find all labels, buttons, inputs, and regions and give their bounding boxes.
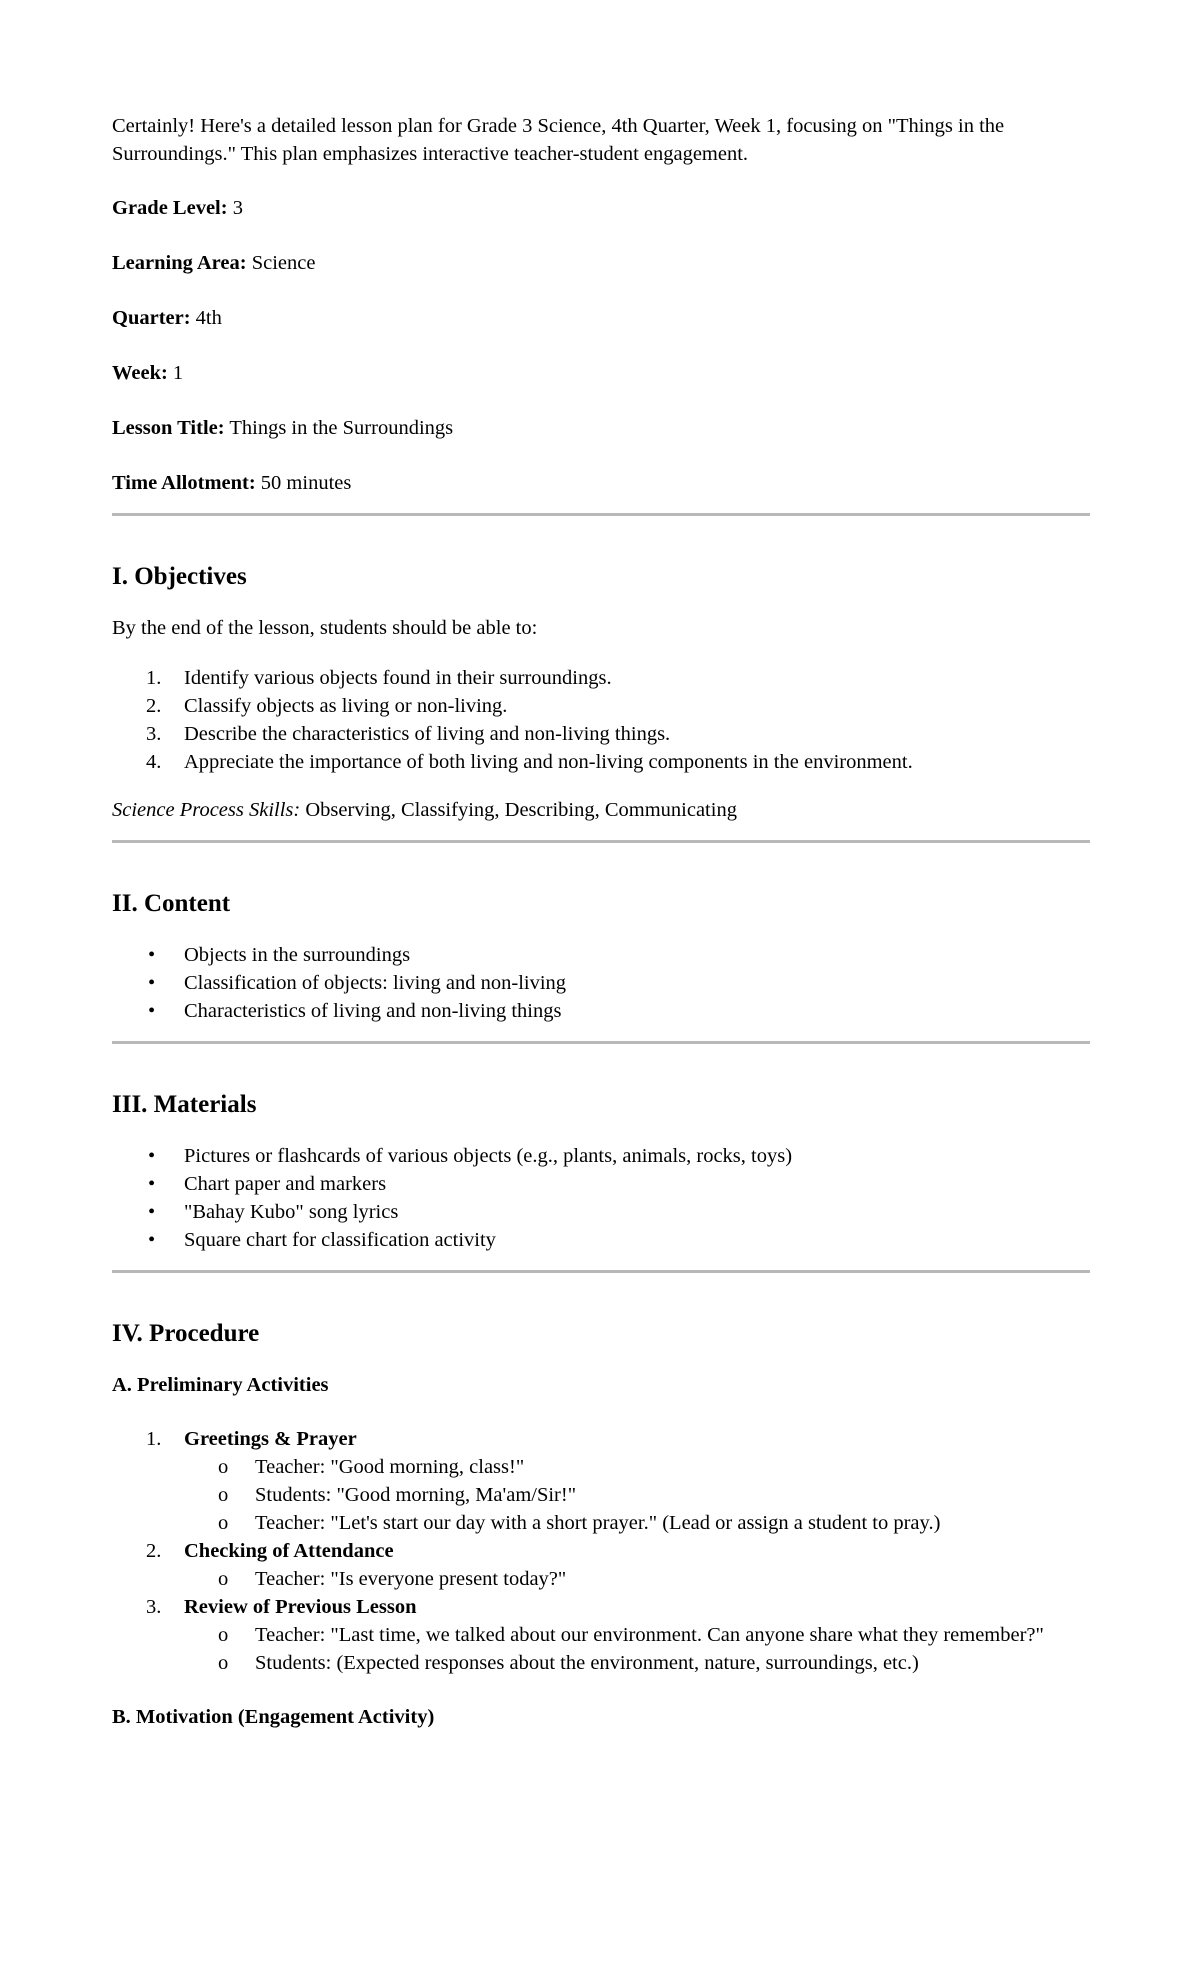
skills-value: Observing, Classifying, Describing, Communicating bbox=[300, 799, 737, 821]
list-item bbox=[112, 1593, 1090, 1621]
list-item-text: Appreciate the importance of both living and non-living components in the environment. bbox=[184, 751, 913, 773]
field-quarter bbox=[112, 304, 1090, 332]
step-title: Checking of Attendance bbox=[184, 1540, 394, 1562]
dialogue-text: Students: "Good morning, Ma'am/Sir!" bbox=[255, 1484, 577, 1506]
section-divider bbox=[112, 840, 1090, 843]
bullet-icon: • bbox=[148, 972, 156, 994]
procedure-heading: IV. Procedure bbox=[112, 1320, 260, 1347]
field-week bbox=[112, 359, 1090, 387]
bullet-icon: • bbox=[148, 1000, 156, 1022]
field-label: Learning Area: bbox=[112, 252, 247, 274]
list-item bbox=[112, 1170, 1090, 1198]
content-list bbox=[112, 941, 1090, 1025]
motivation-heading: B. Motivation (Engagement Activity) bbox=[112, 1706, 435, 1728]
bullet-icon: • bbox=[148, 1229, 156, 1251]
objectives-heading: I. Objectives bbox=[112, 563, 247, 590]
field-time-allotment bbox=[112, 469, 1090, 497]
preliminary-activities-heading: A. Preliminary Activities bbox=[112, 1374, 329, 1396]
list-item-text: Classify objects as living or non-living. bbox=[184, 695, 508, 717]
list-item-text: Characteristics of living and non-living things bbox=[184, 1000, 562, 1022]
dialogue-line bbox=[112, 1565, 1090, 1593]
list-number: 3. bbox=[146, 1596, 162, 1618]
list-item-text: "Bahay Kubo" song lyrics bbox=[184, 1201, 399, 1223]
sub-bullet-icon: o bbox=[218, 1652, 229, 1674]
sub-bullet-icon: o bbox=[218, 1512, 229, 1534]
field-grade-level bbox=[112, 194, 1090, 222]
list-item bbox=[112, 748, 1090, 776]
field-learning-area bbox=[112, 249, 1090, 277]
bullet-icon: • bbox=[148, 1145, 156, 1167]
field-value: Things in the Surroundings bbox=[224, 417, 454, 439]
sub-bullet-icon: o bbox=[218, 1624, 229, 1646]
dialogue-text: Students: (Expected responses about the environment, nature, surroundings, etc.) bbox=[255, 1652, 919, 1674]
list-item bbox=[112, 1226, 1090, 1254]
list-item-text: Objects in the surroundings bbox=[184, 944, 411, 966]
dialogue-line bbox=[112, 1649, 1090, 1677]
step-dialogue-list bbox=[112, 1565, 1090, 1593]
dialogue-line bbox=[112, 1453, 1090, 1481]
list-item bbox=[112, 1198, 1090, 1226]
sub-bullet-icon: o bbox=[218, 1456, 229, 1478]
step-title: Review of Previous Lesson bbox=[184, 1596, 417, 1618]
list-item-text: Describe the characteristics of living and non-living things. bbox=[184, 723, 671, 745]
content-heading: II. Content bbox=[112, 890, 231, 917]
materials-list bbox=[112, 1142, 1090, 1254]
field-value: 1 bbox=[167, 362, 184, 384]
dialogue-line bbox=[112, 1509, 1090, 1537]
dialogue-text: Teacher: "Let's start our day with a short prayer." (Lead or assign a student to pray.) bbox=[255, 1512, 941, 1534]
science-process-skills bbox=[112, 796, 1090, 824]
list-number: 2. bbox=[146, 695, 162, 717]
skills-label: Science Process Skills: bbox=[112, 799, 301, 821]
bullet-icon: • bbox=[148, 1173, 156, 1195]
list-item bbox=[112, 1425, 1090, 1453]
list-item bbox=[112, 941, 1090, 969]
sub-bullet-icon: o bbox=[218, 1484, 229, 1506]
step-dialogue-list bbox=[112, 1621, 1090, 1677]
list-item-text: Square chart for classification activity bbox=[184, 1229, 496, 1251]
field-value: Science bbox=[246, 252, 316, 274]
field-lesson-title bbox=[112, 414, 1090, 442]
list-item bbox=[112, 692, 1090, 720]
field-label: Time Allotment: bbox=[112, 472, 256, 494]
materials-heading: III. Materials bbox=[112, 1091, 257, 1118]
list-number: 4. bbox=[146, 751, 162, 773]
sub-bullet-icon: o bbox=[218, 1568, 229, 1590]
list-item-text: Classification of objects: living and non-living bbox=[184, 972, 567, 994]
field-label: Quarter: bbox=[112, 307, 191, 329]
field-value: 4th bbox=[190, 307, 222, 329]
list-item bbox=[112, 664, 1090, 692]
step-dialogue-list bbox=[112, 1453, 1090, 1537]
list-number: 3. bbox=[146, 723, 162, 745]
field-value: 50 minutes bbox=[255, 472, 352, 494]
field-value: 3 bbox=[227, 197, 243, 219]
dialogue-line bbox=[112, 1481, 1090, 1509]
list-number: 1. bbox=[146, 1428, 162, 1450]
list-item bbox=[112, 1142, 1090, 1170]
section-divider bbox=[112, 513, 1090, 516]
section-divider bbox=[112, 1041, 1090, 1044]
step-title: Greetings & Prayer bbox=[184, 1428, 357, 1450]
dialogue-text: Teacher: "Is everyone present today?" bbox=[255, 1568, 567, 1590]
bullet-icon: • bbox=[148, 944, 156, 966]
field-label: Grade Level: bbox=[112, 197, 228, 219]
list-item-text: Chart paper and markers bbox=[184, 1173, 387, 1195]
field-label: Week: bbox=[112, 362, 168, 384]
list-item-text: Identify various objects found in their surroundings. bbox=[184, 667, 612, 689]
list-item bbox=[112, 720, 1090, 748]
field-label: Lesson Title: bbox=[112, 417, 225, 439]
list-item-text: Pictures or flashcards of various objects (e.g., plants, animals, rocks, toys) bbox=[184, 1145, 793, 1167]
list-number: 1. bbox=[146, 667, 162, 689]
dialogue-text: Teacher: "Good morning, class!" bbox=[255, 1456, 525, 1478]
objectives-lead: By the end of the lesson, students should be able to: bbox=[112, 617, 538, 639]
intro-paragraph: Certainly! Here's a detailed lesson plan for Grade 3 Science, 4th Quarter, Week 1, focusing on "Things in the Surroundings." This plan emphasizes interactive teacher-student engagement. bbox=[112, 115, 1005, 165]
section-divider bbox=[112, 1270, 1090, 1273]
list-item bbox=[112, 1537, 1090, 1565]
preliminary-activities-list bbox=[112, 1425, 1090, 1677]
list-item bbox=[112, 969, 1090, 997]
bullet-icon: • bbox=[148, 1201, 156, 1223]
objectives-list bbox=[112, 664, 1090, 776]
list-item bbox=[112, 997, 1090, 1025]
list-number: 2. bbox=[146, 1540, 162, 1562]
dialogue-text: Teacher: "Last time, we talked about our environment. Can anyone share what they remember?" bbox=[255, 1624, 1044, 1646]
dialogue-line bbox=[112, 1621, 1090, 1649]
